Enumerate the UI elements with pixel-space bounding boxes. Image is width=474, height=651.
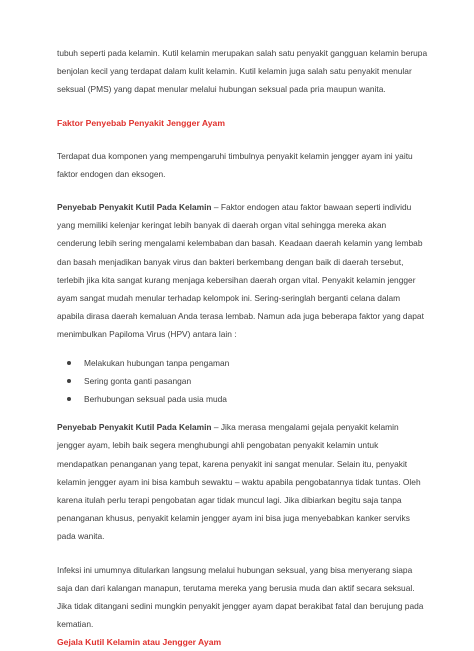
- list-item-text: Berhubungan seksual pada usia muda: [84, 394, 227, 405]
- bullet-icon: [67, 379, 71, 383]
- list-item: [67, 354, 428, 372]
- paragraph-penanganan: [57, 418, 428, 545]
- bullet-icon: [67, 361, 71, 365]
- list-item-text: Sering gonta ganti pasangan: [84, 375, 192, 386]
- paragraph-body: – Jika merasa mengalami gejala penyakit kelamin jengger ayam, lebih baik segera menghubungi ahli pengobatan penyakit kelamin untuk mendapatkan penanganan yang tepat, karena penyakit ini sangat menular. Selain itu, penyakit kelamin jengger ayam ini bisa kambuh sewaktu – waktu apabila pengobatannya tidak tuntas. Oleh karena itulah perlu terapi pengobatan agar tidak muncul lagi. Jika dibiarkan begitu saja tanpa penanganan khusus, penyakit kelamin jengger ayam ini bisa juga menyebabkan kanker serviks pada wanita.: [57, 422, 421, 542]
- paragraph-intro: tubuh seperti pada kelamin. Kutil kelamin merupakan salah satu penyakit gangguan kelamin berupa benjolan kecil yang terdapat dalam kulit kelamin. Kutil kelamin juga salah satu penyakit menular seksual (PMS) yang dapat menular melalui hubungan seksual pada pria maupun wanita.: [57, 48, 428, 95]
- paragraph-infeksi: Infeksi ini umumnya ditularkan langsung melalui hubungan seksual, yang bisa menyerang siapa saja dan dari kalangan manapun, terutama mereka yang berusia muda dan aktif secara seksual. Jika tidak ditangani sedini mungkin penyakit jengger ayam dapat berakibat fatal dan berujung pada kematian.: [57, 564, 424, 630]
- paragraph-lead: Penyebab Penyakit Kutil Pada Kelamin: [57, 202, 212, 213]
- list-item: [67, 372, 428, 390]
- heading-faktor-penyebab: Faktor Penyebab Penyakit Jengger Ayam: [57, 117, 225, 128]
- paragraph-faktor-endogen: [57, 198, 428, 344]
- bullet-icon: [67, 397, 71, 401]
- bullet-list: [57, 354, 428, 409]
- paragraph-lead: Penyebab Penyakit Kutil Pada Kelamin: [57, 422, 212, 433]
- list-item: [67, 390, 428, 408]
- heading-gejala: Gejala Kutil Kelamin atau Jengger Ayam: [57, 637, 222, 648]
- list-item-text: Melakukan hubungan tanpa pengaman: [84, 357, 230, 368]
- paragraph-komponen: Terdapat dua komponen yang mempengaruhi timbulnya penyakit kelamin jengger ayam ini yaitu faktor endogen dan eksogen.: [57, 150, 413, 179]
- paragraph-body: – Faktor endogen atau faktor bawaan seperti individu yang memiliki kelenjar keringat lebih banyak di daerah organ vital sehingga mereka akan cenderung lebih sering mengalami kelembaban dan basah. Keadaan daerah kelamin yang lembab dan basah menjadikan banyak virus dan bakteri berkembang dengan baik di daerah tersebut, terlebih jika kita sangat kurang menjaga kebersihan daerah organ vital. Penyakit kelamin jengger ayam sangat mudah menular terhadap kelompok ini. Sering-seringlah berganti celana dalam apabila dirasa daerah kemaluan Anda terasa lembab. Namun ada juga beberapa faktor yang dapat menimbulkan Papiloma Virus (HPV) antara lain :: [57, 202, 424, 340]
